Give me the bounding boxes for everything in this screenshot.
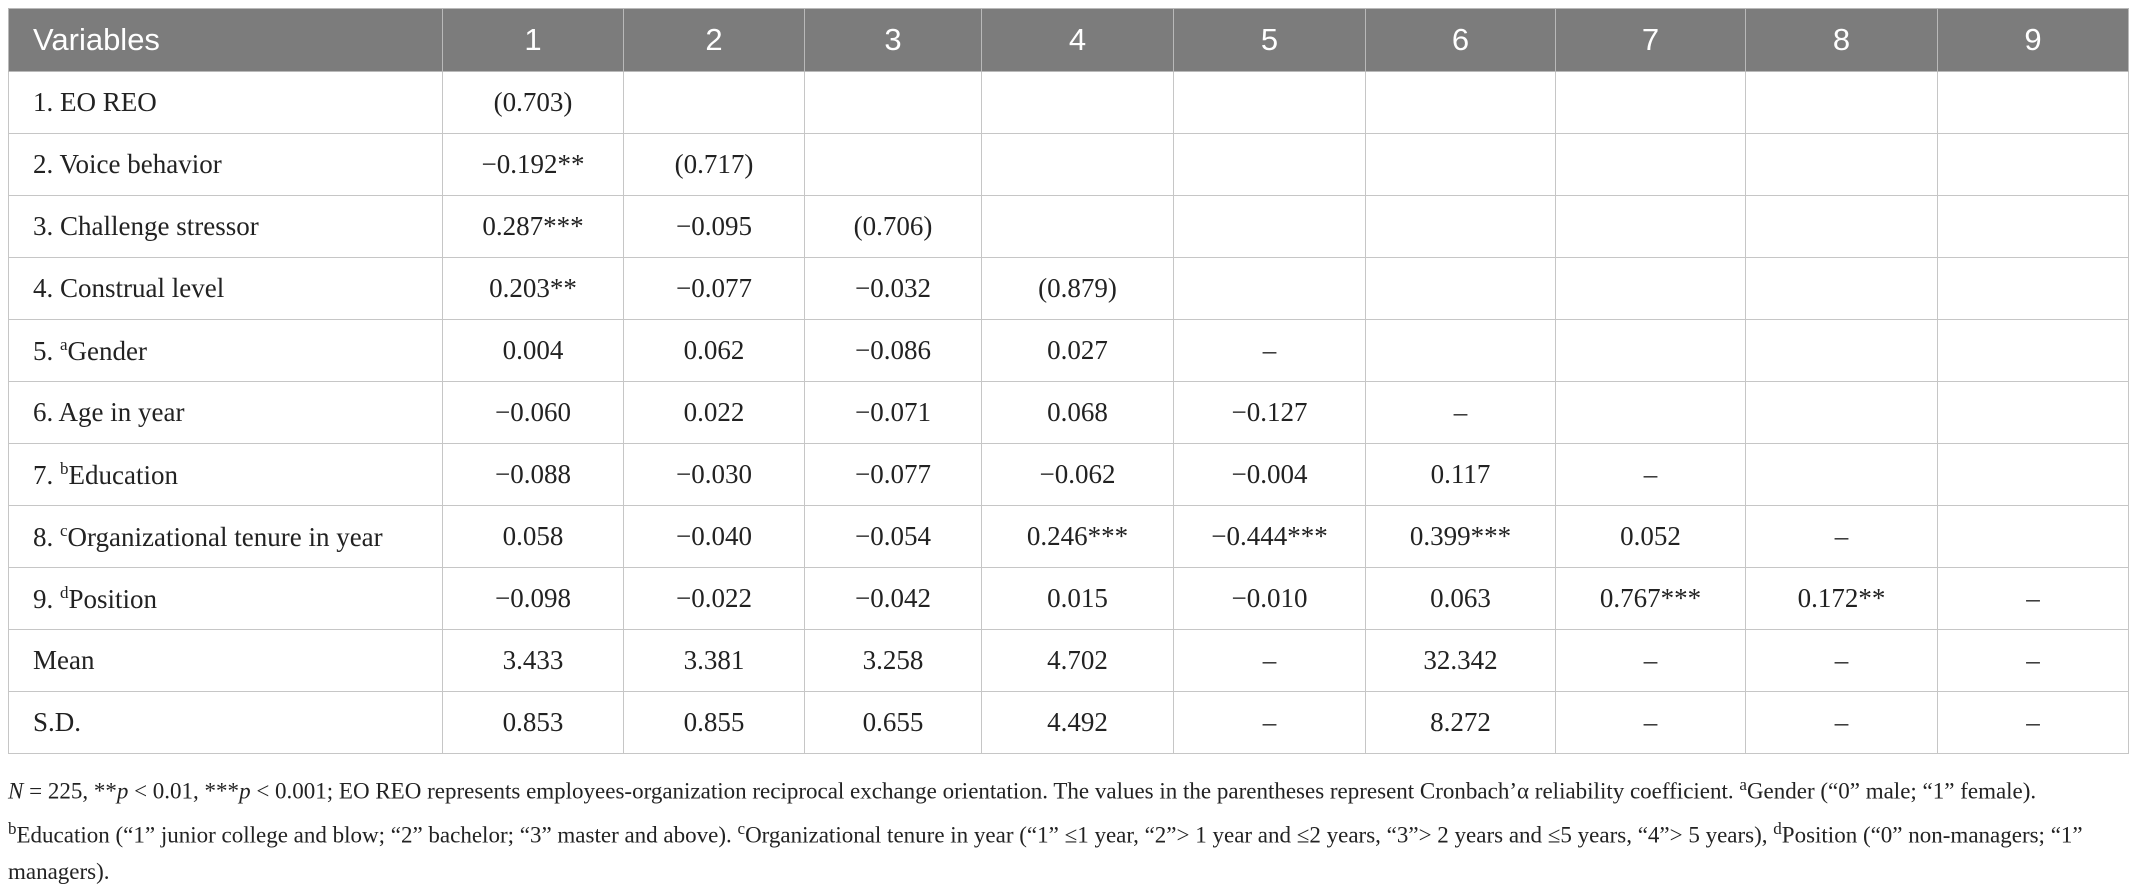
row-label <box>9 72 443 134</box>
table-row <box>9 692 2129 754</box>
table-cell <box>1556 196 1746 258</box>
footnote-n-value: = 225, ** <box>23 778 117 804</box>
header-col-8: 8 <box>1746 9 1938 72</box>
table-cell <box>1366 196 1556 258</box>
table-cell: 0.853 <box>443 692 624 754</box>
row-number: 1. <box>33 87 60 117</box>
table-cell: 8.272 <box>1366 692 1556 754</box>
row-footnote-marker: a <box>60 334 68 354</box>
table-cell <box>1746 134 1938 196</box>
table-row <box>9 444 2129 506</box>
table-row <box>9 382 2129 444</box>
table-cell: −0.040 <box>624 506 805 568</box>
table-cell: −0.071 <box>805 382 982 444</box>
table-cell <box>624 72 805 134</box>
table-row <box>9 196 2129 258</box>
table-cell: – <box>1746 630 1938 692</box>
table-cell: – <box>1938 630 2129 692</box>
row-footnote-marker: b <box>60 458 69 478</box>
header-col-6: 6 <box>1366 9 1556 72</box>
row-footnote-marker: d <box>60 582 69 602</box>
table-cell: (0.717) <box>624 134 805 196</box>
footnote-note-d: Position (“0” non-managers; “1” managers). <box>8 822 2083 885</box>
table-cell: 0.203** <box>443 258 624 320</box>
table-cell: 0.655 <box>805 692 982 754</box>
table-cell: −0.054 <box>805 506 982 568</box>
table-cell: 3.258 <box>805 630 982 692</box>
table-cell: – <box>1556 444 1746 506</box>
table-cell: – <box>1938 568 2129 630</box>
row-number: 8. <box>33 521 60 552</box>
table-cell: −0.192** <box>443 134 624 196</box>
table-cell <box>1938 320 2129 382</box>
table-cell <box>805 72 982 134</box>
table-cell: −0.022 <box>624 568 805 630</box>
table-row <box>9 320 2129 382</box>
table-cell <box>1746 382 1938 444</box>
table-cell: 0.117 <box>1366 444 1556 506</box>
row-label-text: Organizational tenure in year <box>67 521 383 552</box>
table-row <box>9 72 2129 134</box>
table-cell: 3.381 <box>624 630 805 692</box>
table-cell: −0.010 <box>1174 568 1366 630</box>
table-cell: −0.095 <box>624 196 805 258</box>
table-cell: 3.433 <box>443 630 624 692</box>
row-number: 7. <box>33 459 60 490</box>
row-label-text: Construal level <box>60 273 225 303</box>
table-cell: – <box>1556 692 1746 754</box>
table-cell: −0.088 <box>443 444 624 506</box>
table-cell <box>1938 72 2129 134</box>
table-cell: 4.492 <box>982 692 1174 754</box>
table-cell: – <box>1938 692 2129 754</box>
row-label-text: Position <box>68 583 158 614</box>
table-cell <box>1746 320 1938 382</box>
table-cell: – <box>1174 692 1366 754</box>
row-number: 9. <box>33 583 60 614</box>
row-label <box>9 568 443 630</box>
table-cell: 0.063 <box>1366 568 1556 630</box>
table-cell <box>1556 382 1746 444</box>
table-cell: – <box>1174 320 1366 382</box>
table-cell: (0.706) <box>805 196 982 258</box>
header-row <box>9 9 2129 72</box>
table-row <box>9 506 2129 568</box>
row-number: 5. <box>33 335 60 366</box>
table-cell <box>1174 72 1366 134</box>
footnote-sup-a: a <box>1739 775 1747 794</box>
table-cell: (0.879) <box>982 258 1174 320</box>
row-label <box>9 692 443 754</box>
table-cell <box>1366 72 1556 134</box>
table-cell <box>982 72 1174 134</box>
table-cell <box>1746 258 1938 320</box>
footnote-sup-c: c <box>737 818 746 838</box>
header-col-7: 7 <box>1556 9 1746 72</box>
table-cell: −0.030 <box>624 444 805 506</box>
table-cell <box>1174 258 1366 320</box>
table-footnote <box>8 766 2128 890</box>
table-cell <box>1556 320 1746 382</box>
table-cell <box>1366 258 1556 320</box>
table-cell: 0.287*** <box>443 196 624 258</box>
table-cell: −0.086 <box>805 320 982 382</box>
table-cell <box>1938 258 2129 320</box>
correlation-table-container <box>8 8 2128 890</box>
header-col-5: 5 <box>1174 9 1366 72</box>
table-cell: −0.032 <box>805 258 982 320</box>
table-cell <box>1746 444 1938 506</box>
row-label-text: Age in year <box>58 397 185 427</box>
table-cell: −0.127 <box>1174 382 1366 444</box>
header-col-4: 4 <box>982 9 1174 72</box>
table-cell: 0.246*** <box>982 506 1174 568</box>
table-cell: −0.042 <box>805 568 982 630</box>
table-cell: −0.004 <box>1174 444 1366 506</box>
row-label <box>9 444 443 506</box>
row-label-text: Challenge stressor <box>60 211 259 241</box>
table-cell <box>1746 72 1938 134</box>
row-label-text: Education <box>68 459 178 490</box>
row-number: 6. <box>33 397 59 427</box>
table-cell: −0.077 <box>624 258 805 320</box>
row-number: 3. <box>33 211 60 241</box>
table-cell: 0.015 <box>982 568 1174 630</box>
row-number: 4. <box>33 273 60 303</box>
row-label-text: Gender <box>67 335 148 366</box>
table-body <box>9 72 2129 754</box>
table-cell <box>1938 134 2129 196</box>
table-cell <box>1366 320 1556 382</box>
row-footnote-marker: c <box>60 520 68 540</box>
table-cell: −0.077 <box>805 444 982 506</box>
table-cell: (0.703) <box>443 72 624 134</box>
table-cell <box>1938 506 2129 568</box>
table-cell <box>1938 382 2129 444</box>
row-label <box>9 382 443 444</box>
table-cell: 0.172** <box>1746 568 1938 630</box>
table-cell: – <box>1746 506 1938 568</box>
table-cell <box>1938 196 2129 258</box>
table-row <box>9 134 2129 196</box>
table-cell: 0.052 <box>1556 506 1746 568</box>
table-cell: 4.702 <box>982 630 1174 692</box>
header-col-9: 9 <box>1938 9 2129 72</box>
row-label <box>9 134 443 196</box>
footnote-n: N <box>8 778 24 804</box>
table-cell: −0.444*** <box>1174 506 1366 568</box>
footnote-sup-b: b <box>8 818 17 838</box>
table-cell <box>1174 134 1366 196</box>
row-label <box>9 196 443 258</box>
table-cell <box>1746 196 1938 258</box>
correlation-table <box>8 8 2129 754</box>
footnote-p1-value: < 0.01, *** <box>128 778 240 804</box>
table-cell: 0.062 <box>624 320 805 382</box>
footnote-p2-value: < 0.001; EO REO represents employees-organization reciprocal exchange orientation. The values in the parentheses represent Cronbach’α reliability coefficient. <box>250 778 1740 804</box>
row-label-text: S.D. <box>33 707 82 737</box>
table-cell <box>805 134 982 196</box>
table-row <box>9 568 2129 630</box>
row-label <box>9 506 443 568</box>
table-cell: 0.855 <box>624 692 805 754</box>
table-cell: – <box>1556 630 1746 692</box>
row-label <box>9 258 443 320</box>
table-cell <box>1556 258 1746 320</box>
table-cell <box>982 196 1174 258</box>
footnote-p1: p <box>116 778 129 804</box>
footnote-note-b: Education (“1” junior college and blow; “2” bachelor; “3” master and above). <box>16 822 738 848</box>
table-cell <box>1174 196 1366 258</box>
table-cell: 0.027 <box>982 320 1174 382</box>
header-variables: Variables <box>9 9 443 72</box>
row-label <box>9 320 443 382</box>
header-col-1: 1 <box>443 9 624 72</box>
table-cell <box>982 134 1174 196</box>
table-cell <box>1556 72 1746 134</box>
table-cell: −0.098 <box>443 568 624 630</box>
table-cell: 0.068 <box>982 382 1174 444</box>
footnote-note-a: Gender (“0” male; “1” female). <box>1746 778 2037 804</box>
header-col-2: 2 <box>624 9 805 72</box>
table-cell: – <box>1366 382 1556 444</box>
footnote-p2: p <box>239 778 251 804</box>
row-label-text: Mean <box>33 645 95 675</box>
footnote-sup-d: d <box>1773 818 1782 838</box>
table-cell: 0.399*** <box>1366 506 1556 568</box>
table-cell <box>1366 134 1556 196</box>
table-cell: −0.062 <box>982 444 1174 506</box>
table-cell <box>1556 134 1746 196</box>
table-row <box>9 630 2129 692</box>
row-label-text: EO REO <box>60 87 157 117</box>
table-row <box>9 258 2129 320</box>
table-cell: 32.342 <box>1366 630 1556 692</box>
table-cell: 0.058 <box>443 506 624 568</box>
header-col-3: 3 <box>805 9 982 72</box>
table-cell: −0.060 <box>443 382 624 444</box>
table-cell <box>1938 444 2129 506</box>
row-number: 2. <box>33 149 60 179</box>
table-cell: – <box>1174 630 1366 692</box>
footnote-note-c: Organizational tenure in year (“1” ≤1 year, “2”> 1 year and ≤2 years, “3”> 2 years and ≤5 years, “4”> 5 years), <box>745 822 1774 848</box>
table-cell: – <box>1746 692 1938 754</box>
table-cell: 0.022 <box>624 382 805 444</box>
table-cell: 0.004 <box>443 320 624 382</box>
table-cell: 0.767*** <box>1556 568 1746 630</box>
row-label-text: Voice behavior <box>59 149 222 179</box>
row-label <box>9 630 443 692</box>
